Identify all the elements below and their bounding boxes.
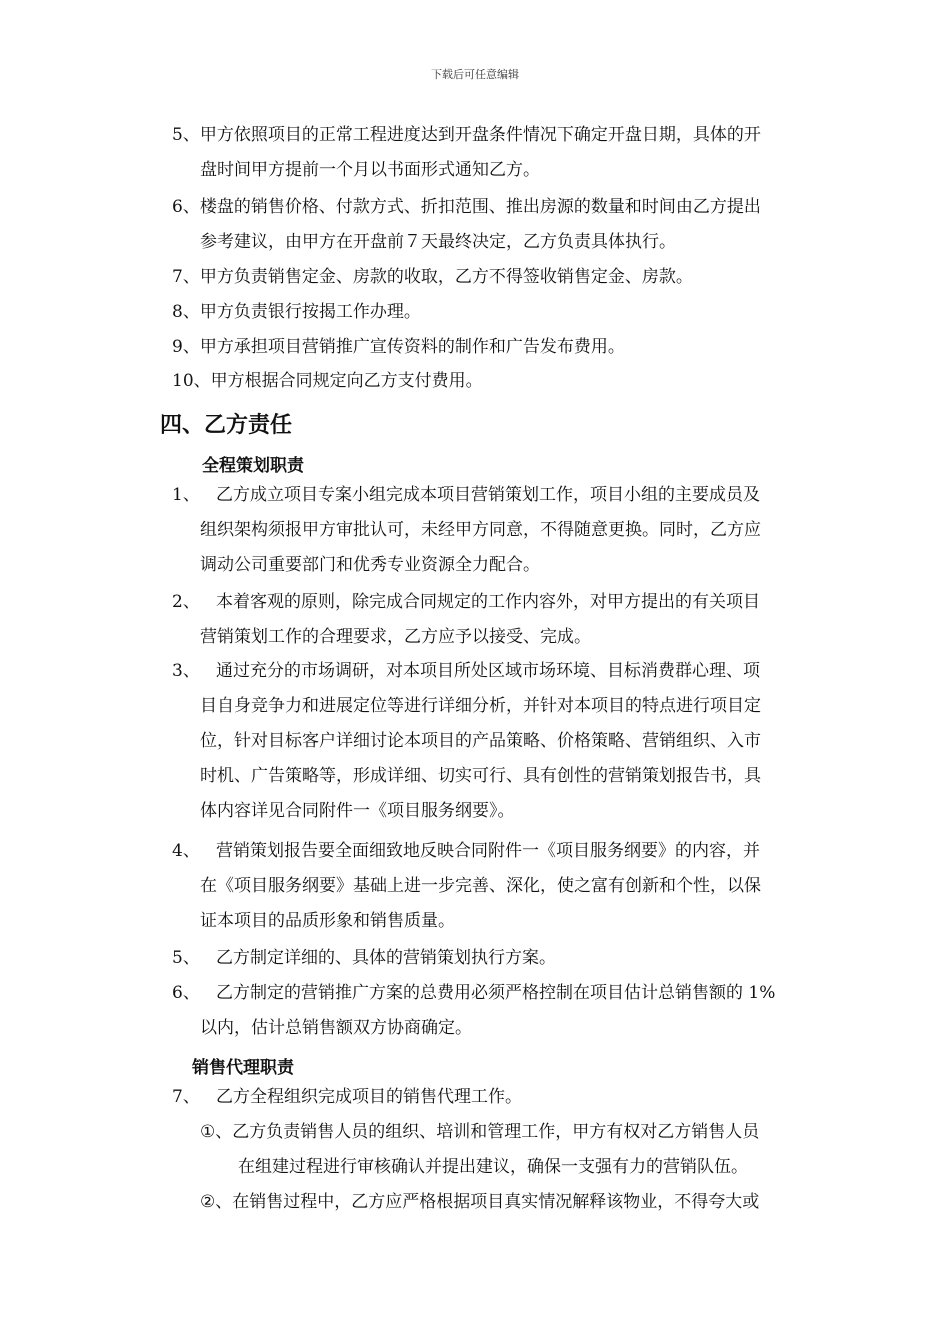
owner-item-8: 8、甲方负责银行按揭工作办理。: [172, 302, 421, 322]
owner-item-5: 5、甲方依照项目的正常工程进度达到开盘条件情况下确定开盘日期，具体的开 盘时间甲方提前一个月以书面形式通知乙方。: [172, 125, 761, 180]
party-b-item-3: 3、 通过充分的市场调研，对本项目所处区域市场环境、目标消费群心理、项 目自身竞争力和进展定位等进行详细分析，并针对本项目的特点进行项目定 位，针对目标客户详细讨论本项目的产品策略、价格策略、营销组织、入市 时机、广告策略等，形成详细、切实可行、具有创性的营销策划报告书，具 体内容详见合同附件一《项目服务纲要》。: [172, 661, 761, 821]
party-b-item-2: 2、 本着客观的原则，除完成合同规定的工作内容外，对甲方提出的有关项目 营销策划工作的合理要求，乙方应予以接受、完成。: [172, 592, 760, 647]
subheading-sales: 销售代理职责: [192, 1058, 294, 1078]
owner-item-6: 6、楼盘的销售价格、付款方式、折扣范围、推出房源的数量和时间由乙方提出 参考建议，由甲方在开盘前７天最终决定，乙方负责具体执行。: [172, 197, 761, 252]
party-b-item-7: 7、 乙方全程组织完成项目的销售代理工作。: [172, 1087, 522, 1107]
sub-item-2: ②、在销售过程中，乙方应严格根据项目真实情况解释该物业，不得夸大或: [200, 1192, 760, 1212]
owner-item-9: 9、甲方承担项目营销推广宣传资料的制作和广告发布费用。: [172, 337, 625, 357]
sub-item-1: ①、乙方负责销售人员的组织、培训和管理工作，甲方有权对乙方销售人员 在组建过程进行审核确认并提出建议，确保一支强有力的营销队伍。: [200, 1122, 760, 1177]
party-b-item-6: 6、 乙方制定的营销推广方案的总费用必须严格控制在项目估计总销售额的 1% 以内，估计总销售额双方协商确定。: [172, 983, 776, 1038]
owner-item-10: 10、甲方根据合同规定向乙方支付费用。: [172, 371, 483, 391]
section-title: 四、乙方责任: [160, 413, 293, 438]
owner-item-7: 7、甲方负责销售定金、房款的收取，乙方不得签收销售定金、房款。: [172, 267, 693, 287]
subheading-planning: 全程策划职责: [202, 456, 304, 476]
party-b-item-5: 5、 乙方制定详细的、具体的营销策划执行方案。: [172, 948, 556, 968]
party-b-item-1: 1、 乙方成立项目专案小组完成本项目营销策划工作，项目小组的主要成员及 组织架构须报甲方审批认可，未经甲方同意，不得随意更换。同时，乙方应 调动公司重要部门和优秀专业资源全力配合。: [172, 485, 761, 575]
party-b-item-4: 4、 营销策划报告要全面细致地反映合同附件一《项目服务纲要》的内容，并 在《项目服务纲要》基础上进一步完善、深化，使之富有创新和个性，以保 证本项目的品质形象和销售质量。: [172, 841, 761, 931]
page-header: 下载后可任意编辑: [431, 68, 519, 81]
